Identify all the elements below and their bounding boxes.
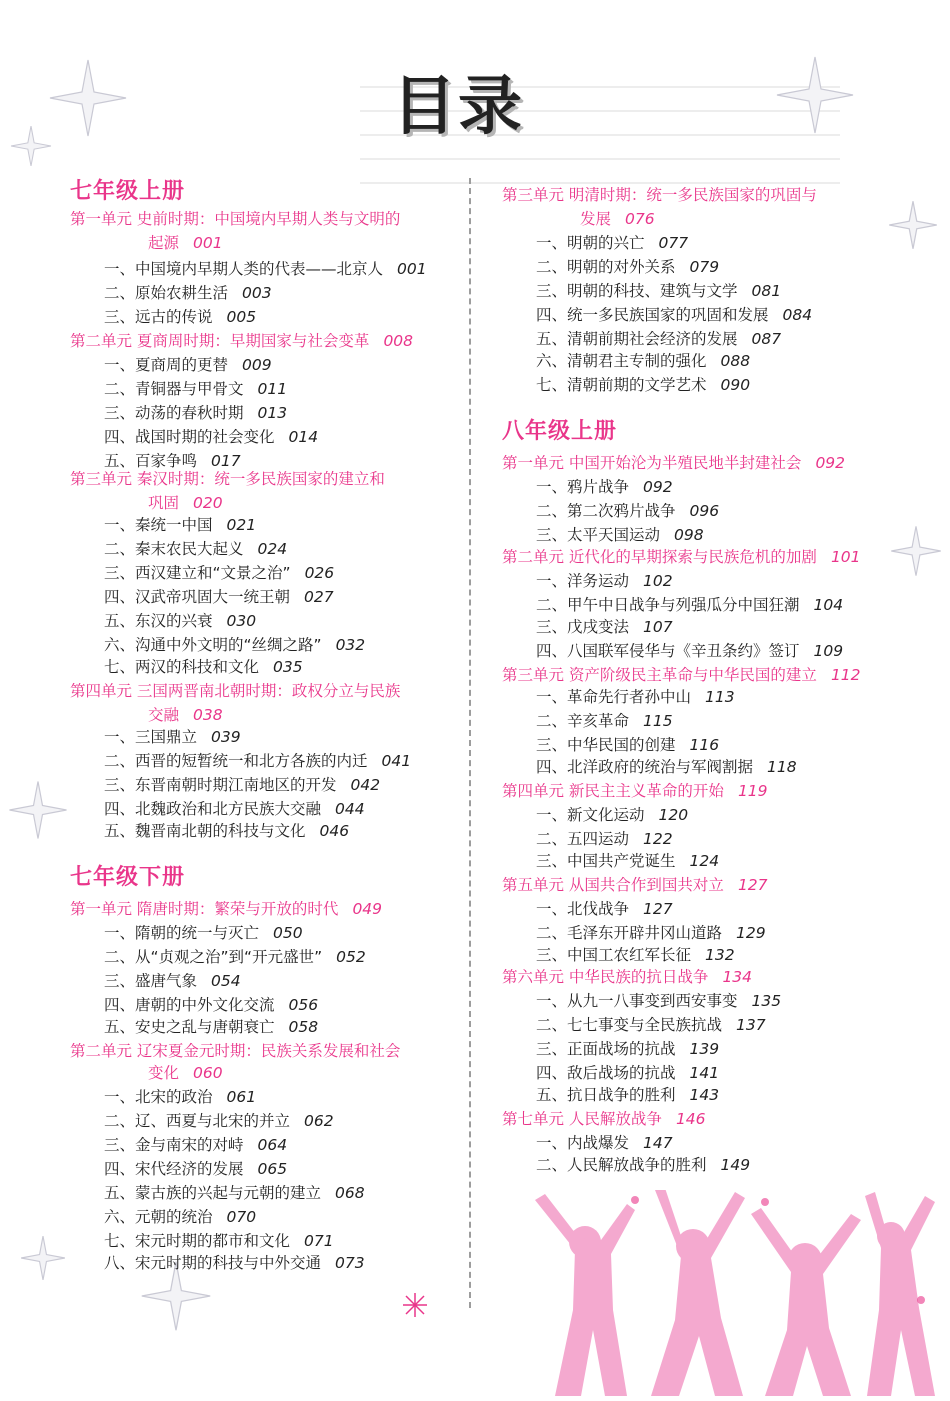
entry-title: 四、敌后战场的抗战 (536, 1064, 676, 1082)
unit-heading (502, 780, 768, 802)
entry-title: 第二单元 夏商周时期：早期国家与社会变革 (70, 332, 370, 350)
lesson-entry (104, 922, 303, 944)
page-number: 013 (257, 404, 288, 422)
entry-title: 一、夏商周的更替 (104, 356, 229, 374)
lesson-entry (104, 726, 241, 748)
entry-title: 变化 (148, 1064, 180, 1082)
page-number: 127 (643, 900, 673, 918)
lesson-entry (536, 232, 688, 254)
page-number: 143 (689, 1086, 720, 1104)
page-number: 042 (350, 776, 381, 794)
sparkle-star-icon (48, 58, 128, 138)
entry-title: 三、金与南宋的对峙 (104, 1136, 244, 1154)
unit-heading (70, 898, 382, 920)
page-number: 061 (226, 1088, 257, 1106)
entry-title: 三、太平天国运动 (536, 526, 661, 544)
entry-title: 第一单元 史前时期：中国境内早期人类与文明的 (70, 210, 401, 228)
entry-title: 三、远古的传说 (104, 308, 213, 326)
entry-title: 第三单元 明清时期：统一多民族国家的巩固与 (502, 186, 817, 204)
page-number: 141 (689, 1064, 720, 1082)
page-number: 039 (211, 728, 241, 746)
page-number: 090 (720, 376, 751, 394)
unit-heading (148, 1062, 223, 1084)
page-number: 092 (643, 478, 673, 496)
lesson-entry (536, 594, 843, 616)
lesson-entry (536, 1014, 766, 1036)
entry-title: 发展 (580, 210, 612, 228)
entry-title: 五、安史之乱与唐朝衰亡 (104, 1018, 275, 1036)
entry-title: 一、三国鼎立 (104, 728, 198, 746)
entry-title: 三、盛唐气象 (104, 972, 198, 990)
lesson-entry (536, 640, 843, 662)
entry-title: 第四单元 三国两晋南北朝时期：政权分立与民族 (70, 682, 401, 700)
lesson-entry (536, 734, 719, 756)
entry-title: 二、秦末农民大起义 (104, 540, 244, 558)
unit-heading (70, 208, 400, 230)
lesson-entry (536, 1062, 719, 1084)
page-number: 149 (720, 1156, 751, 1174)
lesson-entry (536, 828, 673, 850)
entry-title: 五、清朝前期社会经济的发展 (536, 330, 738, 348)
lesson-entry (104, 1206, 256, 1228)
entry-title: 三、中国共产党诞生 (536, 852, 676, 870)
page-number: 079 (689, 258, 720, 276)
entry-title: 一、从九一八事变到西安事变 (536, 992, 738, 1010)
entry-title: 二、明朝的对外关系 (536, 258, 676, 276)
page-number: 104 (813, 596, 844, 614)
entry-title: 第一单元 隋唐时期：繁荣与开放的时代 (70, 900, 339, 918)
lesson-entry (536, 616, 673, 638)
entry-title: 二、人民解放战争的胜利 (536, 1156, 707, 1174)
page-number: 120 (658, 806, 689, 824)
lesson-entry (104, 774, 380, 796)
page-number: 118 (767, 758, 797, 776)
lesson-entry (104, 1182, 365, 1204)
page-number: 112 (830, 666, 861, 684)
page-number: 135 (751, 992, 782, 1010)
entry-title: 三、中国工农红军长征 (536, 946, 692, 964)
lesson-entry (536, 524, 704, 546)
entry-title: 四、唐朝的中外文化交流 (104, 996, 275, 1014)
entry-title: 三、动荡的春秋时期 (104, 404, 244, 422)
sparkle-star-icon (20, 1235, 66, 1281)
entry-title: 一、明朝的兴亡 (536, 234, 645, 252)
page-number: 146 (675, 1110, 706, 1128)
page-number: 077 (658, 234, 689, 252)
lesson-entry (536, 1154, 750, 1176)
lesson-entry (104, 1158, 287, 1180)
page-number: 050 (273, 924, 303, 942)
unit-heading (148, 704, 223, 726)
unit-heading (502, 1108, 706, 1130)
lesson-entry (536, 898, 673, 920)
lesson-entry (536, 710, 673, 732)
lesson-entry (536, 944, 735, 966)
entry-title: 五、百家争鸣 (104, 452, 198, 470)
lesson-entry (104, 1110, 334, 1132)
page-number: 129 (736, 924, 766, 942)
page-number: 109 (813, 642, 844, 660)
unit-heading (70, 330, 413, 352)
unit-heading (70, 468, 385, 490)
entry-title: 二、甲午中日战争与列强瓜分中国狂潮 (536, 596, 800, 614)
lesson-entry (536, 280, 781, 302)
page-number: 088 (720, 352, 751, 370)
page-number: 044 (335, 800, 365, 818)
sparkle-star-icon (888, 200, 938, 250)
lesson-entry (104, 750, 411, 772)
lesson-entry (104, 306, 256, 328)
lesson-entry (104, 282, 272, 304)
unit-heading (502, 874, 768, 896)
unit-heading (148, 232, 223, 254)
entry-title: 六、元朝的统治 (104, 1208, 213, 1226)
page-number: 041 (381, 752, 412, 770)
unit-heading (580, 208, 655, 230)
entry-title: 二、五四运动 (536, 830, 630, 848)
lesson-entry (104, 946, 366, 968)
entry-title: 第一单元 中国开始沦为半殖民地半封建社会 (502, 454, 802, 472)
page-number: 003 (242, 284, 272, 302)
unit-heading (502, 452, 845, 474)
lesson-entry (104, 514, 256, 536)
lesson-entry (536, 500, 719, 522)
lesson-entry (536, 328, 781, 350)
page-number: 084 (782, 306, 813, 324)
page-number: 115 (643, 712, 673, 730)
column-divider (469, 178, 471, 1308)
lesson-entry (104, 798, 365, 820)
entry-title: 第七单元 人民解放战争 (502, 1110, 662, 1128)
page-number: 124 (689, 852, 720, 870)
lesson-entry (104, 378, 287, 400)
lesson-entry (104, 610, 256, 632)
lesson-entry (536, 804, 688, 826)
lesson-entry (536, 1084, 719, 1106)
entry-title: 第三单元 资产阶级民主革命与中华民国的建立 (502, 666, 817, 684)
entry-title: 七、宋元时期的都市和文化 (104, 1232, 291, 1250)
entry-title: 二、青铜器与甲骨文 (104, 380, 244, 398)
page-title: 目录 (392, 70, 524, 144)
sparkle-star-icon (10, 125, 52, 167)
unit-heading (502, 184, 817, 206)
entry-title: 五、东汉的兴衰 (104, 612, 213, 630)
entry-title: 六、沟通中外文明的“丝绸之路” (104, 636, 322, 654)
lesson-entry (104, 538, 287, 560)
page-number: 021 (226, 516, 257, 534)
entry-title: 四、汉武帝巩固大一统王朝 (104, 588, 291, 606)
page-number: 001 (397, 260, 427, 278)
unit-heading (502, 966, 752, 988)
lesson-entry (104, 586, 334, 608)
lesson-entry (104, 1134, 287, 1156)
entry-title: 第二单元 近代化的早期探索与民族危机的加剧 (502, 548, 817, 566)
entry-title: 二、辽、西夏与北宋的并立 (104, 1112, 291, 1130)
grade-heading-7a: 七年级上册 (70, 179, 186, 204)
lesson-entry (536, 922, 766, 944)
page-number: 081 (751, 282, 782, 300)
entry-title: 一、北伐战争 (536, 900, 630, 918)
page-number: 122 (643, 830, 673, 848)
entry-title: 一、秦统一中国 (104, 516, 213, 534)
page-number: 011 (257, 380, 288, 398)
lesson-entry (536, 256, 719, 278)
page-number: 038 (193, 706, 223, 724)
page-number: 014 (288, 428, 319, 446)
page-number: 137 (736, 1016, 766, 1034)
lesson-entry (536, 304, 812, 326)
entry-title: 三、正面战场的抗战 (536, 1040, 676, 1058)
unit-heading (502, 664, 861, 686)
page-number: 139 (689, 1040, 720, 1058)
page-number: 065 (257, 1160, 288, 1178)
page-number: 060 (193, 1064, 223, 1082)
page-number: 056 (288, 996, 319, 1014)
lesson-entry (104, 354, 272, 376)
entry-title: 一、内战爆发 (536, 1134, 630, 1152)
lesson-entry (104, 258, 427, 280)
lesson-entry (536, 686, 735, 708)
entry-title: 一、隋朝的统一与灭亡 (104, 924, 260, 942)
entry-title: 第二单元 辽宋夏金元时期：民族关系发展和社会 (70, 1042, 401, 1060)
page-number: 076 (625, 210, 655, 228)
grade-heading-7b: 七年级下册 (70, 865, 186, 890)
page-number: 147 (643, 1134, 673, 1152)
entry-title: 四、北魏政治和北方民族大交融 (104, 800, 322, 818)
entry-title: 一、革命先行者孙中山 (536, 688, 692, 706)
entry-title: 第五单元 从国共合作到国共对立 (502, 876, 724, 894)
lesson-entry (536, 850, 719, 872)
page-number: 020 (193, 494, 223, 512)
page-number: 024 (257, 540, 288, 558)
lesson-entry (104, 1086, 256, 1108)
lesson-entry (104, 1252, 365, 1274)
entry-title: 二、七七事变与全民族抗战 (536, 1016, 723, 1034)
unit-heading (70, 1040, 400, 1062)
entry-title: 三、明朝的科技、建筑与文学 (536, 282, 738, 300)
page-number: 027 (304, 588, 334, 606)
dancing-figures-silhouette (515, 1190, 935, 1396)
page-number: 054 (211, 972, 241, 990)
page-number: 087 (751, 330, 782, 348)
entry-title: 二、辛亥革命 (536, 712, 630, 730)
page-number: 092 (815, 454, 846, 472)
page-number: 116 (689, 736, 720, 754)
page-number: 071 (304, 1232, 334, 1250)
entry-title: 二、西晋的短暂统一和北方各族的内迁 (104, 752, 368, 770)
grade-heading-8a: 八年级上册 (502, 419, 618, 444)
entry-title: 一、中国境内早期人类的代表——北京人 (104, 260, 384, 278)
page-number: 005 (226, 308, 257, 326)
page-number: 001 (193, 234, 223, 252)
page-number: 102 (643, 572, 673, 590)
entry-title: 一、洋务运动 (536, 572, 630, 590)
lesson-entry (104, 562, 334, 584)
page-number: 062 (304, 1112, 334, 1130)
lesson-entry (536, 374, 750, 396)
lesson-entry (536, 990, 781, 1012)
lesson-entry (104, 426, 318, 448)
page-number: 113 (705, 688, 735, 706)
lesson-entry (104, 1016, 318, 1038)
entry-title: 三、戊戌变法 (536, 618, 630, 636)
page-number: 119 (737, 782, 768, 800)
page-number: 073 (335, 1254, 365, 1272)
entry-title: 四、八国联军侵华与《辛丑条约》签订 (536, 642, 800, 660)
lesson-entry (104, 1230, 334, 1252)
unit-heading (502, 546, 861, 568)
entry-title: 二、从“贞观之治”到“开元盛世” (104, 948, 323, 966)
page-number: 068 (335, 1184, 365, 1202)
lesson-entry (104, 656, 303, 678)
page-number: 101 (830, 548, 861, 566)
page-number: 035 (273, 658, 303, 676)
page-number: 030 (226, 612, 257, 630)
entry-title: 六、清朝君主专制的强化 (536, 352, 707, 370)
sparkle-star-icon (775, 55, 855, 135)
page-number: 017 (211, 452, 241, 470)
entry-title: 一、新文化运动 (536, 806, 645, 824)
page-number: 032 (335, 636, 366, 654)
entry-title: 五、蒙古族的兴起与元朝的建立 (104, 1184, 322, 1202)
entry-title: 四、宋代经济的发展 (104, 1160, 244, 1178)
lesson-entry (536, 1038, 719, 1060)
entry-title: 五、魏晋南北朝的科技与文化 (104, 822, 306, 840)
lesson-entry (536, 350, 750, 372)
page-number: 064 (257, 1136, 288, 1154)
lesson-entry (536, 756, 797, 778)
page-number: 058 (288, 1018, 319, 1036)
entry-title: 八、宋元时期的科技与中外交通 (104, 1254, 322, 1272)
entry-title: 三、西汉建立和“文景之治” (104, 564, 291, 582)
entry-title: 三、中华民国的创建 (536, 736, 676, 754)
lesson-entry (104, 820, 349, 842)
entry-title: 四、统一多民族国家的巩固和发展 (536, 306, 769, 324)
entry-title: 一、北宋的政治 (104, 1088, 213, 1106)
page-number: 098 (674, 526, 704, 544)
page-number: 127 (737, 876, 768, 894)
page-number: 134 (722, 968, 753, 986)
unit-heading (148, 492, 223, 514)
page-number: 107 (643, 618, 673, 636)
page-number: 070 (226, 1208, 257, 1226)
entry-title: 一、鸦片战争 (536, 478, 630, 496)
flower-icon (400, 1290, 430, 1320)
entry-title: 二、第二次鸦片战争 (536, 502, 676, 520)
entry-title: 七、两汉的科技和文化 (104, 658, 260, 676)
lesson-entry (104, 634, 365, 656)
sparkle-star-icon (8, 780, 68, 840)
entry-title: 巩固 (148, 494, 180, 512)
page-number: 026 (304, 564, 335, 582)
entry-title: 四、战国时期的社会变化 (104, 428, 275, 446)
entry-title: 第六单元 中华民族的抗日战争 (502, 968, 709, 986)
entry-title: 第四单元 新民主主义革命的开始 (502, 782, 724, 800)
entry-title: 第三单元 秦汉时期：统一多民族国家的建立和 (70, 470, 385, 488)
unit-heading (70, 680, 400, 702)
sparkle-star-icon (890, 525, 942, 577)
page-number: 049 (352, 900, 383, 918)
lesson-entry (536, 1132, 673, 1154)
lesson-entry (104, 994, 318, 1016)
lesson-entry (536, 570, 673, 592)
lesson-entry (104, 402, 287, 424)
entry-title: 七、清朝前期的文学艺术 (536, 376, 707, 394)
page-number: 008 (383, 332, 414, 350)
entry-title: 起源 (148, 234, 180, 252)
entry-title: 五、抗日战争的胜利 (536, 1086, 676, 1104)
page-number: 096 (689, 502, 720, 520)
entry-title: 二、毛泽东开辟井冈山道路 (536, 924, 723, 942)
entry-title: 二、原始农耕生活 (104, 284, 229, 302)
page-number: 046 (319, 822, 350, 840)
page-number: 052 (336, 948, 366, 966)
entry-title: 三、东晋南朝时期江南地区的开发 (104, 776, 337, 794)
page-number: 009 (242, 356, 272, 374)
lesson-entry (536, 476, 673, 498)
page-number: 132 (705, 946, 735, 964)
entry-title: 四、北洋政府的统治与军阀割据 (536, 758, 754, 776)
entry-title: 交融 (148, 706, 180, 724)
lesson-entry (104, 970, 241, 992)
